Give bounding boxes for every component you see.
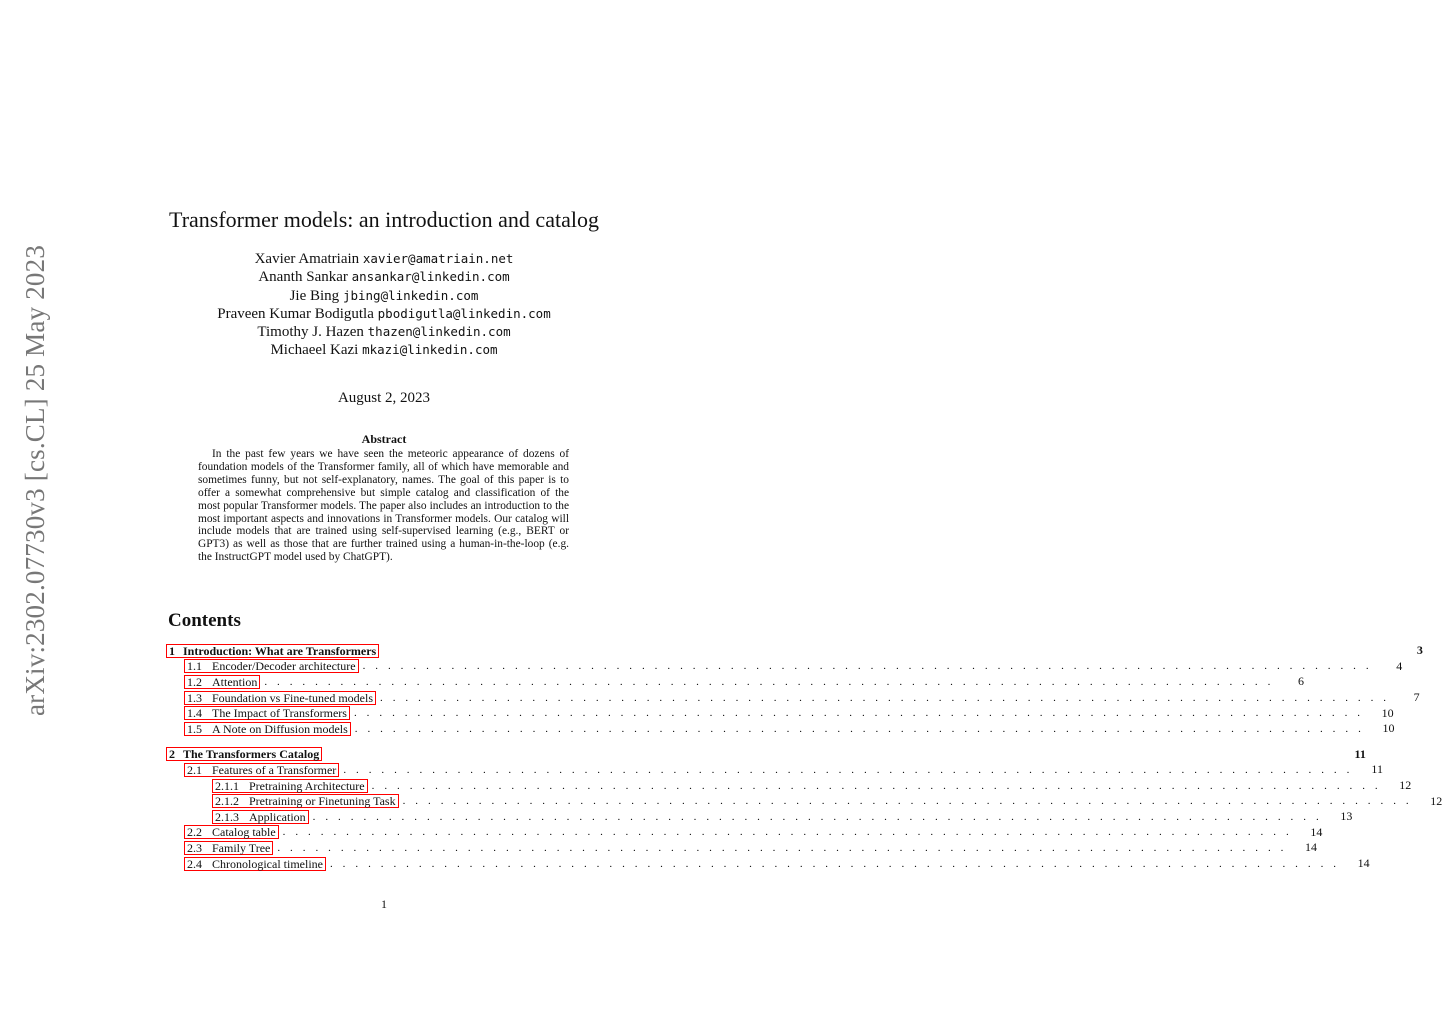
toc-entry <box>166 643 1423 659</box>
toc-link[interactable] <box>184 659 359 673</box>
author-line <box>0 287 768 305</box>
toc-link[interactable] <box>184 763 339 777</box>
toc-page-number: 10 <box>1382 721 1395 736</box>
author-email[interactable]: ansankar@linkedin.com <box>351 269 510 285</box>
toc-leader-dots: . . . . . . . . . . . . . . . . . . . . . . . . . . . . . . . . . . . . . . . . . . . . . . . . . . . . . . . . . . . . . . . . . . . . . . . . . . . . . . . . <box>353 707 1364 720</box>
toc-title: Pretraining Architecture <box>249 778 365 793</box>
toc-number: 2.1.1 <box>215 778 239 793</box>
toc-number: 1.2 <box>187 674 202 689</box>
author-name: Timothy J. Hazen <box>257 324 364 341</box>
toc-number: 2.1 <box>187 762 202 777</box>
toc-number: 1.1 <box>187 659 202 674</box>
toc-link[interactable] <box>212 794 399 808</box>
toc-page-number: 11 <box>1371 762 1383 777</box>
toc-title: Features of a Transformer <box>212 762 337 777</box>
toc-title: Chronological timeline <box>212 856 323 871</box>
toc-link[interactable] <box>184 675 260 689</box>
toc-page-number: 6 <box>1297 674 1304 689</box>
author-email[interactable]: mkazi@linkedin.com <box>362 342 498 358</box>
toc-entry <box>166 658 1403 675</box>
toc-link[interactable] <box>212 779 368 793</box>
toc-number: 1 <box>169 643 175 658</box>
author-line <box>0 341 768 359</box>
toc-leader-dots: . . . . . . . . . . . . . . . . . . . . . . . . . . . . . . . . . . . . . . . . . . . . . . . . . . . . . . . . . . . . . . . . . . . . . . . . . . . . . . . . <box>380 691 1390 704</box>
toc-number: 2 <box>169 747 175 762</box>
toc-title: Pretraining or Finetuning Task <box>249 794 396 809</box>
toc-number: 2.1.3 <box>215 809 239 824</box>
toc-title: Family Tree <box>212 840 271 855</box>
toc-title: The Transformers Catalog <box>183 747 320 762</box>
author-email[interactable]: xavier@amatriain.net <box>362 251 514 266</box>
author-email[interactable]: thazen@linkedin.com <box>367 324 511 340</box>
toc-page-number: 12 <box>1399 778 1412 793</box>
toc-page-number: 14 <box>1305 840 1317 855</box>
toc-link[interactable] <box>184 841 273 855</box>
toc-link[interactable] <box>184 857 326 871</box>
toc-entry <box>166 705 1394 721</box>
toc-title: Application <box>249 809 306 824</box>
toc-title: The Impact of Transformers <box>212 706 347 721</box>
toc-entry <box>166 674 1304 690</box>
toc-entry <box>166 793 1442 809</box>
toc-entry <box>166 762 1383 778</box>
toc-number: 2.2 <box>187 825 202 840</box>
author-name: Xavier Amatriain <box>254 251 360 267</box>
toc-leader-dots: . . . . . . . . . . . . . . . . . . . . . . . . . . . . . . . . . . . . . . . . . . . . . . . . . . . . . . . . . . . . . . . . . . . . . . . . . . . . . . . . <box>277 841 1287 854</box>
toc-leader-dots: . . . . . . . . . . . . . . . . . . . . . . . . . . . . . . . . . . . . . . . . . . . . . . . . . . . . . . . . . . . . . . . . . . . . . . . . . . . . . . . . <box>402 795 1413 808</box>
toc-leader-dots: . . . . . . . . . . . . . . . . . . . . . . . . . . . . . . . . . . . . . . . . . . . . . . . . . . . . . . . . . . . . . . . . . . . . . . . . . . . . . . . . <box>343 763 1353 776</box>
toc-number: 1.5 <box>187 721 202 736</box>
toc-title: Attention <box>212 674 258 689</box>
author-name: Michaeel Kazi <box>270 342 359 359</box>
toc-entry <box>166 778 1412 794</box>
toc-title: Catalog table <box>212 825 276 840</box>
page-number: 1 <box>381 897 387 911</box>
toc-number: 2.1.2 <box>215 794 239 809</box>
paper-date: August 2, 2023 <box>337 390 431 406</box>
author-name: Praveen Kumar Bodigutla <box>217 305 374 322</box>
toc-page-number: 12 <box>1430 793 1442 808</box>
toc-link[interactable] <box>212 810 309 824</box>
table-of-contents <box>166 643 1442 871</box>
toc-entry <box>166 809 1353 825</box>
toc-page-number: 7 <box>1413 690 1420 705</box>
toc-page-number: 10 <box>1381 705 1394 720</box>
toc-page-number: 3 <box>1416 643 1423 658</box>
author-list <box>0 250 768 360</box>
toc-entry <box>166 690 1420 706</box>
toc-page-number: 14 <box>1357 856 1370 871</box>
toc-leader-dots: . . . . . . . . . . . . . . . . . . . . . . . . . . . . . . . . . . . . . . . . . . . . . . . . . . . . . . . . . . . . . . . . . . . . . . . . . . . . . . . . <box>264 675 1274 688</box>
abstract-text: In the past few years we have seen the meteoric appearance of dozens of foundation models of the Transformer family, all of which have memorable and sometimes funny, but not self-explanatory, names. The goal of this paper is to offer a somewhat comprehensive but simple catalog and classification of the most popular Transformer models. The paper also includes an introduction to the most important aspects and innovations in Transformer models. Our catalog will include models that are trained using self-supervised learning (e.g., BERT or GPT3) as well as those that are further trained using a human-in-the-loop (e.g. the InstructGPT model used by ChatGPT). <box>198 448 569 564</box>
author-name: Jie Bing <box>289 287 340 304</box>
toc-leader-dots: . . . . . . . . . . . . . . . . . . . . . . . . . . . . . . . . . . . . . . . . . . . . . . . . . . . . . . . . . . . . . . . . . . . . . . . . . . . . . . . . <box>362 660 1373 673</box>
toc-link[interactable] <box>184 691 376 705</box>
author-line <box>0 323 768 341</box>
toc-leader-dots: . . . . . . . . . . . . . . . . . . . . . . . . . . . . . . . . . . . . . . . . . . . . . . . . . . . . . . . . . . . . . . . . . . . . . . . . . . . . . . . . <box>312 810 1323 823</box>
toc-page-number: 14 <box>1310 824 1323 839</box>
toc-leader-dots: . . . . . . . . . . . . . . . . . . . . . . . . . . . . . . . . . . . . . . . . . . . . . . . . . . . . . . . . . . . . . . . . . . . . . . . . . . . . . . . . <box>282 826 1293 839</box>
toc-entry <box>166 856 1370 872</box>
toc-entry <box>166 824 1323 841</box>
paper-title: Transformer models: an introduction and catalog <box>169 207 599 232</box>
toc-number: 1.4 <box>187 706 202 721</box>
arxiv-stamp-text: arXiv:2302.07730v3 [cs.CL] 25 May 2023 <box>20 244 51 716</box>
author-line <box>0 250 768 268</box>
toc-number: 1.3 <box>187 690 202 705</box>
toc-page-number: 13 <box>1340 809 1353 824</box>
toc-entry <box>166 746 1366 763</box>
toc-page-number: 4 <box>1396 658 1403 673</box>
author-email[interactable]: jbing@linkedin.com <box>342 287 479 303</box>
toc-page-number: 11 <box>1354 746 1366 761</box>
toc-title: A Note on Diffusion models <box>212 721 348 736</box>
author-email[interactable]: pbodigutla@linkedin.com <box>377 305 551 321</box>
toc-link[interactable] <box>166 747 322 761</box>
toc-title: Encoder/Decoder architecture <box>212 659 356 674</box>
toc-entry <box>166 840 1317 856</box>
author-line <box>0 305 768 323</box>
contents-heading: Contents <box>168 610 241 631</box>
author-line <box>0 268 768 286</box>
toc-link[interactable] <box>184 722 351 736</box>
toc-entry <box>166 721 1395 737</box>
toc-title: Introduction: What are Transformers <box>183 643 377 658</box>
toc-link[interactable] <box>184 825 279 839</box>
author-name: Ananth Sankar <box>258 269 348 286</box>
toc-title: Foundation vs Fine-tuned models <box>212 690 373 705</box>
toc-link[interactable] <box>184 706 350 720</box>
toc-number: 2.4 <box>187 856 202 871</box>
abstract-heading: Abstract <box>361 432 407 446</box>
toc-number: 2.3 <box>187 840 202 855</box>
toc-link[interactable] <box>166 644 379 658</box>
toc-leader-dots: . . . . . . . . . . . . . . . . . . . . . . . . . . . . . . . . . . . . . . . . . . . . . . . . . . . . . . . . . . . . . . . . . . . . . . . . . . . . . . . . <box>329 857 1340 870</box>
toc-leader-dots: . . . . . . . . . . . . . . . . . . . . . . . . . . . . . . . . . . . . . . . . . . . . . . . . . . . . . . . . . . . . . . . . . . . . . . . . . . . . . . . . <box>371 779 1382 792</box>
toc-leader-dots: . . . . . . . . . . . . . . . . . . . . . . . . . . . . . . . . . . . . . . . . . . . . . . . . . . . . . . . . . . . . . . . . . . . . . . . . . . . . . . . . <box>354 722 1365 735</box>
